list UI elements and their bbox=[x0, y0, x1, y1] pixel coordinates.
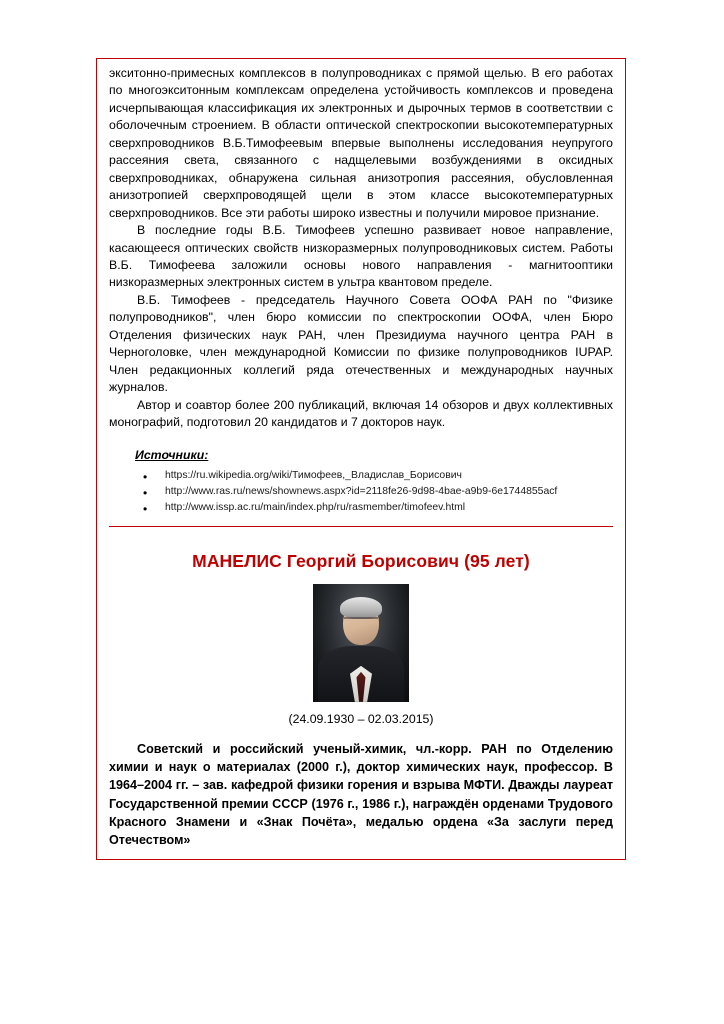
portrait-hair bbox=[340, 597, 382, 619]
content-frame bbox=[96, 58, 626, 860]
page-title: МАНЕЛИС Георгий Борисович (95 лет) bbox=[192, 550, 530, 571]
biography-section-timofeev bbox=[97, 59, 625, 537]
paragraph-recent-years: В последние годы В.Б. Тимофеев успешно развивает новое направление, касающееся оптических свойств низкоразмерных полупроводниковых систем. Работы В.Б. Тимофеева заложили основы нового направления - магнитооптики низкоразмерных электронных систем в ультра квантовом пределе. bbox=[109, 223, 613, 290]
sources-heading: Источники: bbox=[135, 447, 209, 462]
section-divider bbox=[109, 526, 613, 527]
avatar bbox=[313, 584, 409, 702]
list-item[interactable]: • https://ru.wikipedia.org/wiki/Тимофеев,_Владислав_Борисович bbox=[165, 468, 613, 484]
sources-list bbox=[135, 468, 613, 516]
biography-section-manelis bbox=[97, 537, 625, 861]
life-dates: (24.09.1930 – 02.03.2015) bbox=[288, 711, 434, 726]
sources-block bbox=[109, 448, 613, 516]
portrait-glasses bbox=[344, 617, 378, 628]
paragraph-continuation: экситонно-примесных комплексов в полупроводниках с прямой щелью. В его работах по многоэкситонным комплексам определена устойчивость комплексов и проведена исчерпывающая классификация их электронных и дырочных термов в соответствии с оболочечным строением. В области оптической спектроскопии высокотемпературных сверхпроводников В.Б.Тимофеевым впервые выполнены исследования неупругого рассеяния света, связанного с надщелевыми возбуждениями в оксидных сверхпроводниках, обнаружена сильная анизотропия рассеяния, обусловленная анизотропией сверхпроводящей щели в этом классе высокотемпературных сверхпроводников. Все эти работы широко известны и получили мировое признание. bbox=[109, 66, 613, 220]
paragraph-memberships: В.Б. Тимофеев - председатель Научного Совета ООФА РАН по "Физике полупроводников", член бюро комиссии по спектроскопии ООФА, член Бюро Отделения физических наук РАН, член Президиума научного центра РАН в Черноголовке, член международной Комиссии по физике полупроводников IUPAP. Член редакционных коллегий ряда отечественных и международных научных журналов. bbox=[109, 292, 613, 395]
list-item[interactable]: • http://www.ras.ru/news/shownews.aspx?id=2118fe26-9d98-4bae-a9b9-6e1744855acf bbox=[165, 484, 613, 500]
paragraph-publications: Автор и соавтор более 200 публикаций, включая 14 обзоров и двух коллективных монографий, подготовил 20 кандидатов и 7 докторов наук. bbox=[109, 397, 613, 430]
list-item[interactable]: • http://www.issp.ac.ru/main/index.php/ru/rasmember/timofeev.html bbox=[165, 500, 613, 516]
biography-text: Советский и российский ученый-химик, чл.-корр. РАН по Отделению химии и наук о материалах (2000 г.), доктор химических наук, профессор. В 1964–2004 гг. – зав. кафедрой физики горения и взрыва МФТИ. Дважды лауреат Государственной премии СССР (1976 г., 1986 г.), награждён орденами Трудового Красного Знамени и «Знак Почёта», медалью ордена «За заслуги перед Отечеством» bbox=[109, 741, 613, 848]
portrait-container bbox=[109, 584, 613, 702]
